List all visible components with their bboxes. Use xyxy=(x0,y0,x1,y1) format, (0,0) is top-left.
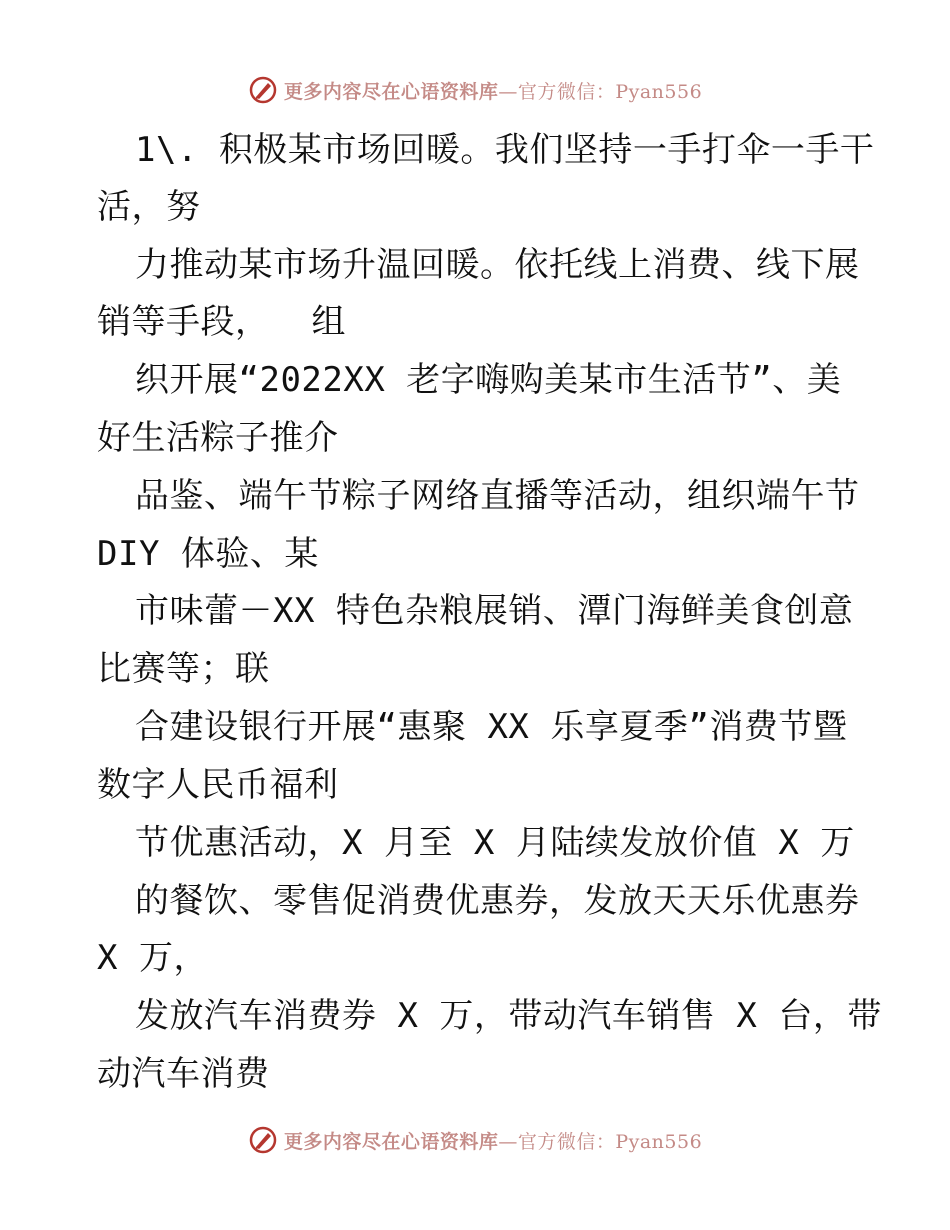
text-line: 数字人民币福利 xyxy=(97,765,339,805)
text-line: 合建设银行开展“惠聚 XX 乐享夏季”消费节暨 xyxy=(135,707,848,747)
text-line: 发放汽车消费券 X 万，带动汽车销售 X 台，带 xyxy=(135,996,882,1036)
text-line: 力推动某市场升温回暖。依托线上消费、线下展 xyxy=(135,245,860,285)
text-line: 的餐饮、零售促消费优惠券，发放天天乐优惠券 xyxy=(135,881,860,921)
footer-banner xyxy=(0,1120,950,1160)
text-line: 动汽车消费 xyxy=(97,1054,270,1094)
text-line: 好生活粽子推介 xyxy=(97,418,339,458)
text-line: 1\. 积极某市场回暖。我们坚持一手打伞一手干 xyxy=(135,130,875,170)
text-line: DIY 体验、某 xyxy=(97,534,319,574)
text-line: 比赛等；联 xyxy=(97,649,270,689)
banner-text xyxy=(284,1127,702,1154)
text-line: 销等手段， 组 xyxy=(97,302,346,342)
banner-text-plain: —官方微信：Pyan556 xyxy=(498,80,703,103)
text-line: 节优惠活动，X 月至 X 月陆续发放价值 X 万 xyxy=(135,823,855,863)
text-line: 市味蕾－XX 特色杂粮展销、潭门海鲜美食创意 xyxy=(135,591,854,631)
text-line: 品鉴、端午节粽子网络直播等活动，组织端午节 xyxy=(135,476,860,516)
banner-text-plain: —官方微信：Pyan556 xyxy=(498,1130,703,1153)
text-line: 织开展“2022XX 老字嗨购美某市生活节”、美 xyxy=(135,360,842,400)
banner-text-bold: 更多内容尽在心语资料库 xyxy=(283,80,499,103)
text-line: 活，努 xyxy=(97,187,201,227)
banner-text-bold: 更多内容尽在心语资料库 xyxy=(283,1130,499,1153)
text-line: X 万， xyxy=(97,938,208,978)
quill-pen-circle-icon xyxy=(248,1125,278,1155)
